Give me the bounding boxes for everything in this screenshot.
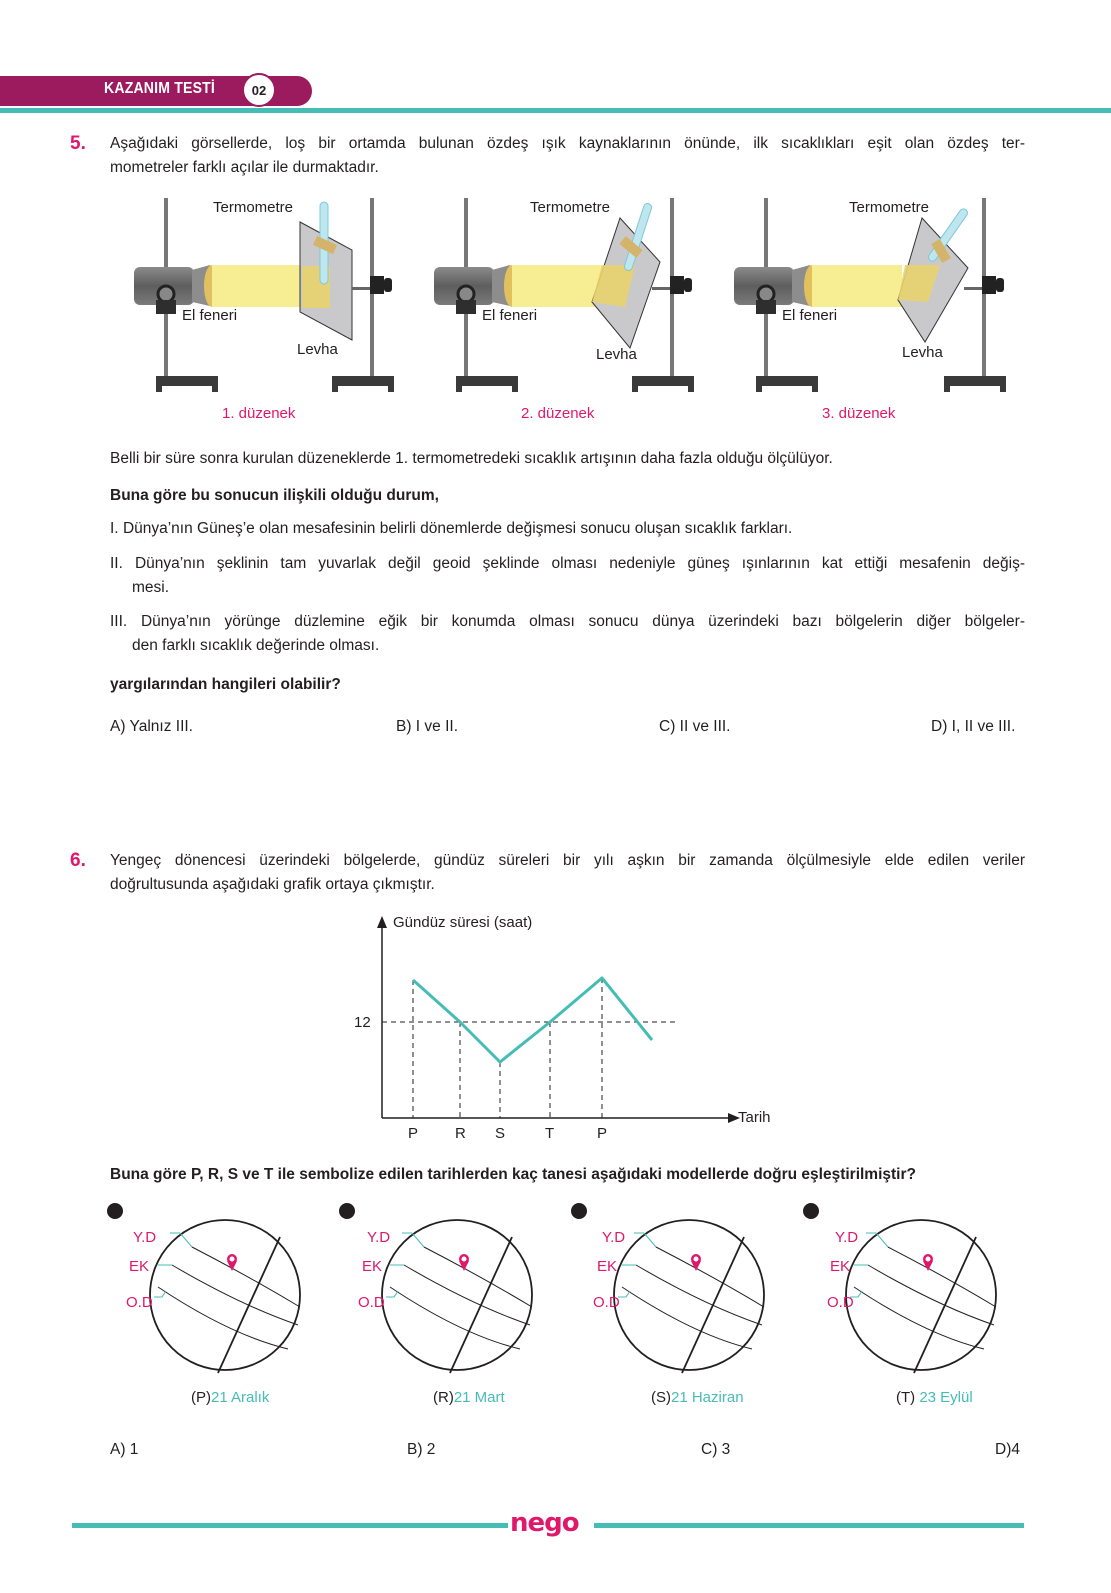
intro-line-2: mometreler farklı açılar ile durmaktadır.: [110, 159, 379, 176]
question-6-number: 6.: [70, 850, 86, 871]
question-6-intro: Yengeç dönencesi üzerindeki bölgelerde, gündüz süreleri bir yılı aşkın bir zamanda ölçülmesiyle elde edilen veriler doğrultusunda aşağıdaki grafik ortaya çıkmıştır.: [110, 852, 1025, 893]
model-r-label-od: O.D: [358, 1294, 385, 1311]
model-s-label-yd: Y.D: [602, 1229, 626, 1246]
setup-2-caption: 2. düzenek: [521, 405, 595, 422]
statement-3: III. Dünya’nın yörünge düzlemine eğik bir konumda olması sonucu dünya üzerindeki bazı bölgelerin diğer bölgeler- den farklı sıcaklık değerinde olması.: [110, 613, 1025, 654]
test-title: KAZANIM TESTİ: [104, 80, 216, 97]
setup-1-caption: 1. düzenek: [222, 405, 296, 422]
statement-2: II. Dünya’nın şeklinin tam yuvarlak değil geoid şeklinde olması nedeniyle güneş ışınlarının kat ettiği mesafenin değiş- mesi.: [110, 555, 1026, 596]
setup-3-plate-label: Levha: [902, 344, 943, 361]
setup-3-thermometer-label: Termometre: [849, 199, 930, 216]
model-t-label-ek: EK: [830, 1258, 851, 1275]
setup-2-plate-label: Levha: [596, 346, 637, 363]
daylight-chart: [340, 910, 790, 1150]
question-5-prompt: Buna göre bu sonucun ilişkili olduğu durum,: [110, 487, 439, 504]
chart-x-tick-s: S: [495, 1125, 506, 1142]
setup-2-flashlight-label: El feneri: [482, 307, 538, 324]
question-6-question: Buna göre P, R, S ve T ile sembolize edilen tarihlerden kaç tanesi aşağıdaki modellerde doğru eşleştirilmiştir?: [110, 1166, 916, 1183]
setup-3-drawing: [734, 198, 1006, 392]
chart-x-tick-p2: P: [597, 1125, 608, 1142]
setup-1-flashlight-label: El feneri: [182, 307, 238, 324]
setup-2-drawing: [434, 198, 694, 392]
q5-option-c[interactable]: C) II ve III.: [659, 718, 731, 735]
model-t-label-od: O.D: [827, 1294, 854, 1311]
question-5-question: yargılarından hangileri olabilir?: [110, 676, 341, 693]
model-p-label-yd: Y.D: [133, 1229, 157, 1246]
header-accent-line: [0, 108, 1111, 113]
chart-x-tick-p1: P: [408, 1125, 419, 1142]
model-r-label-ek: EK: [362, 1258, 383, 1275]
model-r-caption: (R)21 Mart: [433, 1389, 505, 1406]
question-5-intro: [110, 132, 1025, 180]
model-r-label-yd: Y.D: [367, 1229, 391, 1246]
model-s-label-ek: EK: [597, 1258, 618, 1275]
q6-option-d[interactable]: D)4: [995, 1441, 1020, 1458]
chart-x-tick-r: R: [455, 1125, 466, 1142]
setup-1-drawing: [134, 198, 394, 392]
model-s-label-od: O.D: [593, 1294, 620, 1311]
test-number-badge: 02: [242, 73, 276, 107]
q6-option-b[interactable]: B) 2: [407, 1441, 436, 1458]
q5-option-d[interactable]: D) I, II ve III.: [931, 718, 1016, 735]
question-5-number: 5.: [70, 133, 86, 154]
setup-1-plate-label: Levha: [297, 341, 338, 358]
setup-3-caption: 3. düzenek: [822, 405, 896, 422]
setup-2-thermometer-label: Termometre: [530, 199, 611, 216]
publisher-logo: nego: [510, 1508, 579, 1538]
statement-1: I. Dünya’nın Güneş’e olan mesafesinin belirli dönemlerde değişmesi sonucu oluşan sıcaklık farkları.: [110, 520, 793, 537]
model-t-caption: (T) 23 Eylül: [896, 1389, 973, 1406]
q5-option-b[interactable]: B) I ve II.: [396, 718, 459, 735]
model-p-label-ek: EK: [129, 1258, 150, 1275]
chart-x-axis-label: Tarih: [738, 1109, 771, 1126]
q6-option-c[interactable]: C) 3: [701, 1441, 731, 1458]
q5-option-a[interactable]: A) Yalnız III.: [110, 718, 193, 735]
apparatus-figures: [120, 190, 1060, 435]
chart-y-axis-label: Gündüz süresi (saat): [393, 914, 533, 931]
setup-1-thermometer-label: Termometre: [213, 199, 294, 216]
model-p-caption: (P)21 Aralık: [191, 1389, 270, 1406]
footer-line-left: [72, 1523, 508, 1528]
q6-option-a[interactable]: A) 1: [110, 1441, 139, 1458]
intro-line-1: Aşağıdaki görsellerde, loş bir ortamda bulunan özdeş ışık kaynaklarının önünde, ilk sıcaklıkları eşit olan özdeş ter-: [110, 135, 1025, 152]
chart-x-tick-t: T: [545, 1125, 555, 1142]
globe-models: [100, 1195, 1040, 1410]
footer-line-right: [594, 1523, 1024, 1528]
setup-3-flashlight-label: El feneri: [782, 307, 838, 324]
model-p-label-od: O.D: [126, 1294, 153, 1311]
chart-y-tick-12: 12: [354, 1014, 371, 1031]
model-t-label-yd: Y.D: [835, 1229, 859, 1246]
model-s-caption: (S)21 Haziran: [651, 1389, 744, 1406]
observation-text: Belli bir süre sonra kurulan düzeneklerde 1. termometredeki sıcaklık artışının daha fazla olduğu ölçülüyor.: [110, 450, 833, 467]
